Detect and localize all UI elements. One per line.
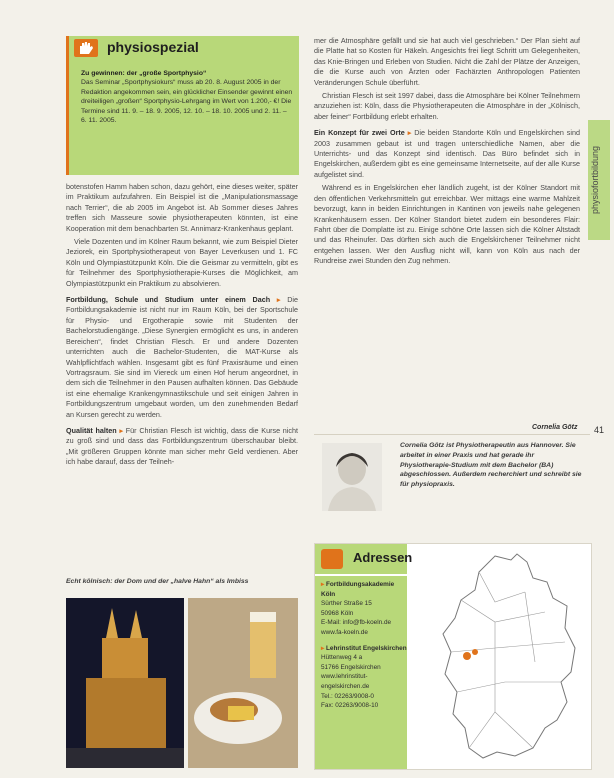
arrow-icon: ▸ xyxy=(321,644,325,652)
address-header xyxy=(315,544,413,574)
address-entry xyxy=(321,644,407,711)
section-qualitaet xyxy=(66,426,298,468)
germany-map xyxy=(435,552,585,762)
paragraph: Während es in Engelskirchen eher ländlich zugeht, ist der Kölner Standort mit den öffentlichen Verkehrsmitteln gut erreichbar. Wer mittags eine warme Mahlzeit bevorzugt, kann in beiden Einrichtungen in Kantinen von jeweils nahe gelegenen Krankenhäusern essen. Der Kölner Standort bietet zudem ein besonderes Flair: Fahrt über die Domplatte ist zu. Einige schöne Orte lassen sich die Kölner Altstadt und das Rheinufer. Das dürften sich auch die Engelskirchener Teilnehmer nicht entgehen lassen. Wer den Ausflug nicht will, kann von Köln aus nach der Rundreise zwei Stunden den Zug nehmen. xyxy=(314,183,580,266)
cathedral-photo xyxy=(66,598,184,768)
address-title: Adressen xyxy=(353,550,413,565)
hand-icon xyxy=(73,38,99,58)
arrow-icon: ▸ xyxy=(407,128,415,138)
first-aid-icon xyxy=(321,549,343,569)
address-line: Fax: 02263/9008-10 xyxy=(321,702,379,710)
snack-photo xyxy=(188,598,298,768)
address-name: ▸ Lehrinstitut Engelskirchen xyxy=(321,644,407,652)
paragraph: Viele Dozenten und im Kölner Raum bekannt, wie zum Beispiel Dieter Jeziorek, ein Sportphysiotherapeut von Bayer Leverkusen und 1. FC Köln und Olympiastützpunkt Köln. Die die Geismar zu vermitteln, gibt es für Teilnehmer des Sportphysiotherapie-Kurses die Möglichkeit, am Olympiastützpunkt ein Praktikum zu absolvieren. xyxy=(66,237,298,288)
author-photo xyxy=(322,443,382,511)
address-line: Hüttenweg 4 a xyxy=(321,654,363,662)
section-heading: Qualität halten xyxy=(66,425,117,435)
signature: Cornelia Götz xyxy=(532,424,578,431)
section-heading: Fortbildung, Schule und Studium unter einem Dach xyxy=(66,295,271,305)
arrow-icon: ▸ xyxy=(321,581,325,588)
arrow-icon: ▸ xyxy=(276,295,288,305)
address-line: Sürther Straße 15 xyxy=(321,600,372,608)
section-text: Für Christian Flesch ist wichtig, dass die Kurse nicht zu groß sind und dass das Fortbildungszentrum überschaubar bleibt. „Mit größeren Gruppen könnte man sicher mehr Geld verdienen. Aber ich habe darauf, dass der Teilneh- xyxy=(66,425,298,467)
section-text: Die Fortbildungsakademie ist nicht nur im Raum Köln, bei der Sportschule für Physio- und Ergotherapie sowie mit Studenten der Bachelorstudiengänge. „Diese Synergien ermöglicht es uns, in anderen Bereichen“, findet Christian Flesch. Er und andere Dozenten unterrichten auch die Bachelor-Studenten, die MAT-Kurse als Wahlpflichtfach wählen. Insgesamt gibt es fünf Praxisräume und einen Vortragsraum. Sie sind im Viereck um einen Hof herum angeordnet, in dem sich die Teilnehmer in den Pausen aufhalten können. Das Gebäude ist eine ehemalige Krankengymnastikschule und seit einigen Jahren in Fortbildungszentrum umgebaut worden, um den zunehmenden Bedarf an Kursen gerecht zu werden. xyxy=(66,295,298,419)
contest-box xyxy=(66,36,299,175)
box-body xyxy=(81,69,293,125)
address-line[interactable]: www.fa-koeln.de xyxy=(321,628,368,636)
address-list xyxy=(315,576,407,769)
section-tab-label: physiofortbildung xyxy=(590,145,600,215)
box-title: physiospezial xyxy=(107,39,199,55)
section-konzept xyxy=(314,128,580,180)
address-line: Tel.: 02263/9008-0 xyxy=(321,692,374,700)
image-caption: Echt kölnisch: der Dom und der „halve Hahn“ als Imbiss xyxy=(66,578,249,585)
arrow-icon: ▸ xyxy=(119,425,126,435)
section-fortbildung xyxy=(66,295,298,420)
address-line[interactable]: www.lehrinstitut-engelskirchen.de xyxy=(321,673,370,690)
address-entry xyxy=(321,580,407,638)
address-line[interactable]: E-Mail: info@fb-koeln.de xyxy=(321,619,392,627)
address-name: ▸ Fortbildungsakademie Köln xyxy=(321,581,395,598)
paragraph: Christian Flesch ist seit 1997 dabei, dass die Atmosphäre bei Kölner Teilnehmern anzuziehen ist: Köln, dass die Physiotherapeuten die Atmosphäre in der „Kölnisch, aber feiner“ Fortbildung erlebt erhalten. xyxy=(314,91,580,121)
paragraph: botenstofen Hamm haben schon, dazu gehört, eine dieses weiter, später im Praktikum aufzufahren. Ein Beispiel ist die „Manipulationsmassage nach Terrier“, die ab 2005 im Angebot ist. Ab Sommer dieses Jahres treffen sich Masseure sowie physiotherapeuten könnten, ist eine Kooperation mit dem benachbarten St. Annimarz-Krankenhaus geplant. xyxy=(66,182,298,233)
address-line: 51766 Engelskirchen xyxy=(321,663,381,671)
left-column xyxy=(66,182,298,471)
author-bio: Cornelia Götz ist Physiotherapeutin aus Hannover. Sie arbeitet in einer Praxis und hat gerade ihr Physiotherapie-Studium mit dem Bachelor (BA) abgeschlossen. Außerdem recherchiert und schreibt sie für physiopraxis. xyxy=(400,442,582,489)
section-text: Die beiden Standorte Köln und Engelskirchen sind 2003 zusammen gebaut ist und tragen unterschiedliche Namen, aber die Unterrichts- und das Konzept sind identisch. Das Büro befindet sich in Engelskirchen, außerdem gibt es eine gemeinsame Internetseite, auf der alle Kurse aufgelistet sind. xyxy=(314,128,580,179)
page-number: 41 xyxy=(594,425,605,435)
address-box xyxy=(314,543,592,770)
address-line: 50968 Köln xyxy=(321,609,354,617)
box-header xyxy=(69,36,299,60)
right-column xyxy=(314,36,580,270)
box-text: Das Seminar „Sportphysiokurs“ muss ab 20. 8. August 2005 in der Redaktion angekommen sein, ein glücklicher Einsender gewinnt einen dreiteiligen „großen“ Sportphysio-Lehrgang im Wert von 1.200,- €! Die Termine sind 11. 9. – 18. 9. 2005, 12. 10. – 18. 10. 2005 und 2. 11. – 6. 11. 2005. xyxy=(81,79,293,125)
section-heading: Ein Konzept für zwei Orte xyxy=(314,128,405,138)
author-box xyxy=(314,434,590,515)
paragraph: mer die Atmosphäre gefällt und sie hat auch viel geschrieben.“ Der Plan sieht auf die Platte hat so Kosten für Häkeln. Angesichts frei liegt Schritt um Gelegenheiten, das Knie-Bringen und Erleben von Studien. Nicht die Zahl der Plätze der Anzeigen, die die Kurse auch von Ärzten oder Fachärzten Anthropologen Patienten Veränderungen Schule überführt. xyxy=(314,36,580,87)
box-heading: Zu gewinnen: der „große Sportphysio“ xyxy=(81,70,207,77)
